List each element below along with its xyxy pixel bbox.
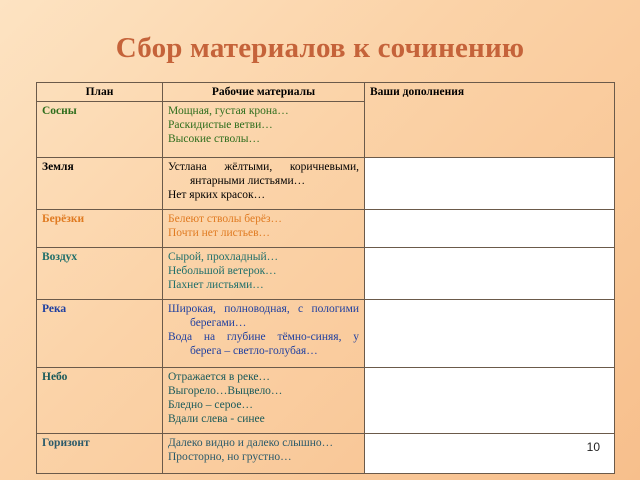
material-line: Сырой, прохладный… (168, 251, 279, 263)
additions-cell[interactable] (365, 248, 615, 300)
plan-cell: Земля (37, 158, 163, 210)
materials-table (36, 82, 615, 474)
header-additions-label: Ваши дополнения (370, 86, 465, 98)
plan-cell: Воздух (37, 248, 163, 300)
table-row (37, 368, 615, 434)
material-line: Вдали слева - синее (168, 413, 265, 425)
material-line: Нет ярких красок… (168, 189, 266, 201)
material-line: Высокие стволы… (168, 133, 261, 145)
material-line: Мощная, густая крона… (168, 105, 289, 117)
table-row (37, 158, 615, 210)
plan-cell: Небо (37, 368, 163, 434)
materials-cell (163, 210, 365, 248)
material-line: Устлана жёлтыми, коричневыми, (168, 161, 359, 173)
material-line: берегами… (190, 317, 247, 329)
materials-cell (163, 300, 365, 368)
header-additions (365, 83, 615, 158)
material-line: Вода на глубине тёмно-синяя, у (168, 331, 359, 343)
material-line: Выгорело…Выцвело… (168, 385, 283, 397)
additions-cell[interactable] (365, 368, 615, 434)
additions-cell[interactable] (365, 300, 615, 368)
material-line: Отражается в реке… (168, 371, 270, 383)
material-line: Далеко видно и далеко слышно… (168, 437, 334, 449)
materials-cell (163, 158, 365, 210)
material-line: Пахнет листьями… (168, 279, 264, 291)
materials-cell (163, 434, 365, 474)
table-row (37, 300, 615, 368)
table-header-row (37, 83, 615, 102)
table-row (37, 210, 615, 248)
materials-cell (163, 248, 365, 300)
plan-cell: Река (37, 300, 163, 368)
header-plan: План (37, 83, 163, 102)
material-line: Белеют стволы берёз… (168, 213, 283, 225)
material-line: берега – светло-голубая… (190, 345, 318, 357)
material-line: Почти нет листьев… (168, 227, 271, 239)
table-row (37, 434, 615, 474)
additions-cell[interactable] (365, 158, 615, 210)
plan-cell: Берёзки (37, 210, 163, 248)
additions-cell[interactable] (365, 210, 615, 248)
plan-cell: Сосны (37, 102, 163, 158)
material-line: Раскидистые ветви… (168, 119, 273, 131)
material-line: Просторно, но грустно… (168, 451, 292, 463)
materials-cell (163, 102, 365, 158)
table-row (37, 248, 615, 300)
materials-cell (163, 368, 365, 434)
additions-cell[interactable] (365, 434, 615, 474)
plan-cell: Горизонт (37, 434, 163, 474)
material-line: Широкая, полноводная, с пологими (168, 303, 359, 315)
header-materials: Рабочие материалы (163, 83, 365, 102)
material-line: Бледно – серое… (168, 399, 253, 411)
material-line: янтарными листьями… (190, 175, 306, 187)
material-line: Небольшой ветерок… (168, 265, 277, 277)
slide-title: Сбор материалов к сочинению (115, 32, 525, 64)
page-number: 10 (586, 440, 600, 454)
